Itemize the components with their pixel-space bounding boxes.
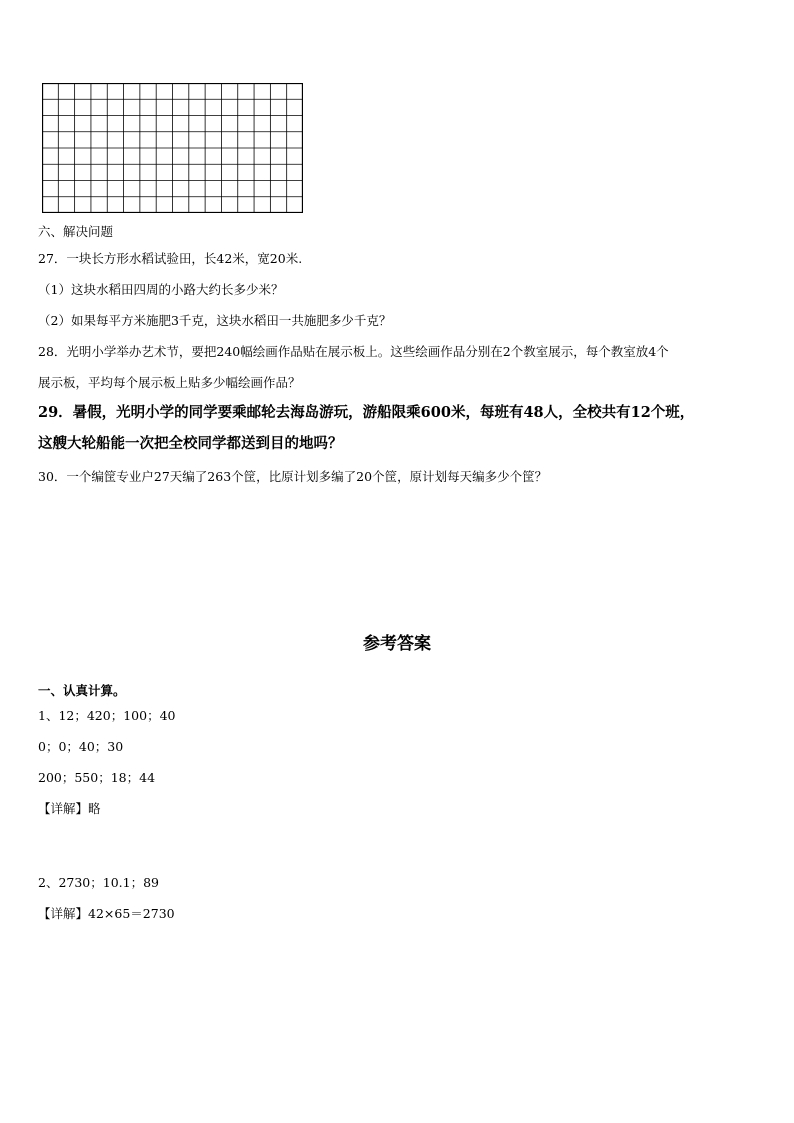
grid-lines: [42, 83, 303, 213]
question-29-line-1: 29．暑假，光明小学的同学要乘邮轮去海岛游玩，游船限乘600米，每班有48人，全校共有12个班，: [38, 404, 695, 421]
question-28-line-1: 28．光明小学举办艺术节，要把240幅绘画作品贴在展示板上。这些绘画作品分别在2个教室展示，每个教室放4个: [38, 344, 669, 359]
answers-title: 参考答案: [363, 634, 431, 654]
question-27: 27．一块长方形水稻试验田，长42米，宽20米.: [38, 251, 303, 266]
answer-2-line-1: 2、2730；10.1；89: [38, 875, 160, 890]
answer-1-line-1: 1、12；420；100；40: [38, 708, 176, 723]
question-27-part-2: （2）如果每平方米施肥3千克，这块水稻田一共施肥多少千克？: [38, 313, 392, 328]
answer-2-detail: 【详解】42×65＝2730: [38, 906, 175, 921]
answer-1-line-3: 200；550；18；44: [38, 770, 156, 785]
grid-paper: [42, 83, 303, 213]
section-heading: 六、解决问题: [38, 224, 114, 239]
answer-1-line-2: 0；0；40；30: [38, 739, 124, 754]
question-27-part-1: （1）这块水稻田四周的小路大约长多少米？: [38, 282, 284, 297]
question-29-line-2: 这艘大轮船能一次把全校同学都送到目的地吗？: [38, 435, 343, 452]
question-30: 30．一个编筐专业户27天编了263个筐，比原计划多编了20个筐，原计划每天编多少个筐？: [38, 469, 548, 484]
answers-section-heading: 一、认真计算。: [38, 683, 126, 698]
question-28-line-2: 展示板，平均每个展示板上贴多少幅绘画作品？: [38, 375, 301, 390]
answer-1-detail: 【详解】略: [38, 801, 101, 816]
